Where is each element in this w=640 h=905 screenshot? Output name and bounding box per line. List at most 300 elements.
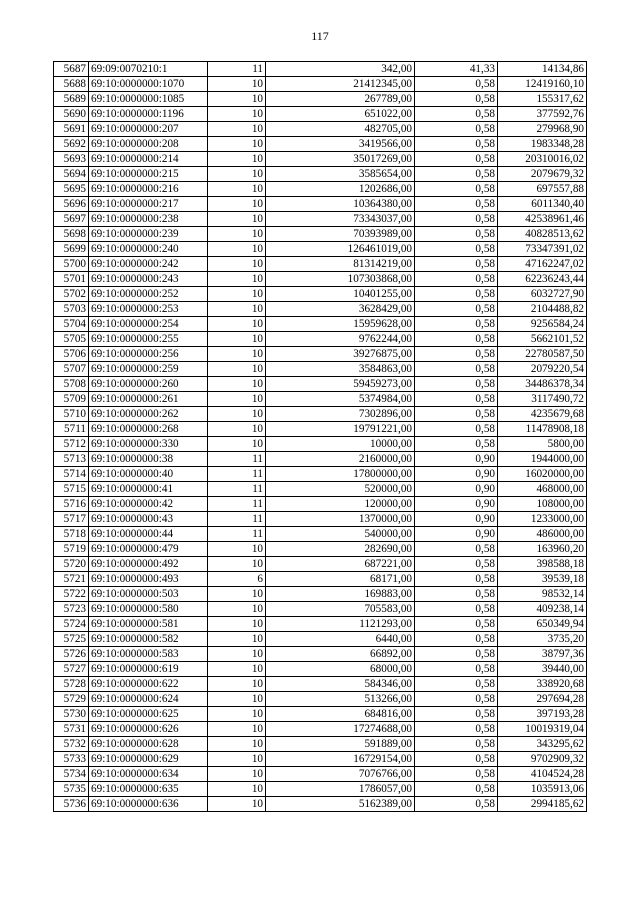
area-cell: 1786057,00	[266, 782, 415, 797]
row-number: 5729	[54, 692, 89, 707]
row-number: 5692	[54, 137, 89, 152]
table-row	[54, 542, 587, 557]
table-row	[54, 107, 587, 122]
area-cell: 342,00	[266, 62, 415, 77]
table-row	[54, 377, 587, 392]
value-cell: 155317,62	[498, 92, 587, 107]
area-cell: 10401255,00	[266, 287, 415, 302]
rate-cell: 10	[208, 782, 266, 797]
area-cell: 19791221,00	[266, 422, 415, 437]
value-cell: 1035913,06	[498, 782, 587, 797]
value-cell: 5800,00	[498, 437, 587, 452]
coefficient-cell: 0,58	[415, 677, 498, 692]
row-number: 5708	[54, 377, 89, 392]
table-row	[54, 782, 587, 797]
cadastral-number: 69:10:0000000:479	[89, 542, 208, 557]
cadastral-number: 69:10:0000000:268	[89, 422, 208, 437]
area-cell: 5374984,00	[266, 392, 415, 407]
value-cell: 468000,00	[498, 482, 587, 497]
area-cell: 66892,00	[266, 647, 415, 662]
value-cell: 2079679,32	[498, 167, 587, 182]
cadastral-number: 69:10:0000000:44	[89, 527, 208, 542]
row-number: 5713	[54, 452, 89, 467]
cadastral-number: 69:10:0000000:42	[89, 497, 208, 512]
row-number: 5690	[54, 107, 89, 122]
area-cell: 687221,00	[266, 557, 415, 572]
row-number: 5730	[54, 707, 89, 722]
value-cell: 73347391,02	[498, 242, 587, 257]
row-number: 5727	[54, 662, 89, 677]
rate-cell: 10	[208, 272, 266, 287]
coefficient-cell: 0,58	[415, 632, 498, 647]
table-row	[54, 182, 587, 197]
coefficient-cell: 0,58	[415, 737, 498, 752]
value-cell: 6032727,90	[498, 287, 587, 302]
area-cell: 705583,00	[266, 602, 415, 617]
rate-cell: 10	[208, 257, 266, 272]
table-row	[54, 362, 587, 377]
value-cell: 697557,88	[498, 182, 587, 197]
table-row	[54, 317, 587, 332]
row-number: 5688	[54, 77, 89, 92]
row-number: 5733	[54, 752, 89, 767]
area-cell: 73343037,00	[266, 212, 415, 227]
coefficient-cell: 0,90	[415, 452, 498, 467]
cadastral-number: 69:10:0000000:240	[89, 242, 208, 257]
value-cell: 3117490,72	[498, 392, 587, 407]
table-row	[54, 602, 587, 617]
table-row	[54, 527, 587, 542]
table-row	[54, 647, 587, 662]
rate-cell: 10	[208, 662, 266, 677]
table-row	[54, 722, 587, 737]
row-number: 5700	[54, 257, 89, 272]
coefficient-cell: 0,58	[415, 122, 498, 137]
value-cell: 377592,76	[498, 107, 587, 122]
table-row	[54, 692, 587, 707]
value-cell: 398588,18	[498, 557, 587, 572]
rate-cell: 10	[208, 137, 266, 152]
value-cell: 2079220,54	[498, 362, 587, 377]
rate-cell: 10	[208, 632, 266, 647]
table-row	[54, 212, 587, 227]
row-number: 5706	[54, 347, 89, 362]
coefficient-cell: 0,90	[415, 467, 498, 482]
table-row	[54, 767, 587, 782]
cadastral-number: 69:10:0000000:583	[89, 647, 208, 662]
rate-cell: 11	[208, 467, 266, 482]
row-number: 5721	[54, 572, 89, 587]
area-cell: 3584863,00	[266, 362, 415, 377]
area-cell: 7302896,00	[266, 407, 415, 422]
table-row	[54, 632, 587, 647]
area-cell: 2160000,00	[266, 452, 415, 467]
value-cell: 5662101,52	[498, 332, 587, 347]
cadastral-number: 69:10:0000000:636	[89, 797, 208, 812]
area-cell: 591889,00	[266, 737, 415, 752]
rate-cell: 6	[208, 572, 266, 587]
coefficient-cell: 0,90	[415, 482, 498, 497]
coefficient-cell: 0,58	[415, 137, 498, 152]
table-row	[54, 242, 587, 257]
table-row	[54, 227, 587, 242]
rate-cell: 10	[208, 587, 266, 602]
area-cell: 21412345,00	[266, 77, 415, 92]
area-cell: 267789,00	[266, 92, 415, 107]
table-row	[54, 452, 587, 467]
cadastral-number: 69:10:0000000:40	[89, 467, 208, 482]
table-row	[54, 302, 587, 317]
table-row	[54, 407, 587, 422]
value-cell: 486000,00	[498, 527, 587, 542]
cadastral-table	[53, 61, 587, 812]
rate-cell: 10	[208, 692, 266, 707]
value-cell: 409238,14	[498, 602, 587, 617]
value-cell: 34486378,34	[498, 377, 587, 392]
table-row	[54, 482, 587, 497]
row-number: 5731	[54, 722, 89, 737]
area-cell: 482705,00	[266, 122, 415, 137]
rate-cell: 10	[208, 707, 266, 722]
coefficient-cell: 0,58	[415, 212, 498, 227]
area-cell: 39276875,00	[266, 347, 415, 362]
rate-cell: 10	[208, 602, 266, 617]
value-cell: 9702909,32	[498, 752, 587, 767]
table-row	[54, 437, 587, 452]
row-number: 5698	[54, 227, 89, 242]
rate-cell: 10	[208, 197, 266, 212]
cadastral-number: 69:10:0000000:217	[89, 197, 208, 212]
cadastral-number: 69:10:0000000:253	[89, 302, 208, 317]
value-cell: 39440,00	[498, 662, 587, 677]
row-number: 5705	[54, 332, 89, 347]
row-number: 5702	[54, 287, 89, 302]
area-cell: 15959628,00	[266, 317, 415, 332]
coefficient-cell: 0,58	[415, 362, 498, 377]
coefficient-cell: 0,58	[415, 557, 498, 572]
table-row	[54, 737, 587, 752]
rate-cell: 10	[208, 377, 266, 392]
value-cell: 62236243,44	[498, 272, 587, 287]
area-cell: 684816,00	[266, 707, 415, 722]
row-number: 5725	[54, 632, 89, 647]
value-cell: 650349,94	[498, 617, 587, 632]
area-cell: 9762244,00	[266, 332, 415, 347]
cadastral-number: 69:10:0000000:492	[89, 557, 208, 572]
value-cell: 1233000,00	[498, 512, 587, 527]
rate-cell: 10	[208, 287, 266, 302]
area-cell: 81314219,00	[266, 257, 415, 272]
cadastral-number: 69:10:0000000:622	[89, 677, 208, 692]
value-cell: 98532,14	[498, 587, 587, 602]
row-number: 5711	[54, 422, 89, 437]
coefficient-cell: 0,58	[415, 272, 498, 287]
row-number: 5717	[54, 512, 89, 527]
cadastral-number: 69:10:0000000:1196	[89, 107, 208, 122]
row-number: 5703	[54, 302, 89, 317]
rate-cell: 10	[208, 107, 266, 122]
row-number: 5718	[54, 527, 89, 542]
cadastral-number: 69:10:0000000:243	[89, 272, 208, 287]
row-number: 5710	[54, 407, 89, 422]
rate-cell: 10	[208, 242, 266, 257]
coefficient-cell: 0,58	[415, 572, 498, 587]
value-cell: 38797,36	[498, 647, 587, 662]
area-cell: 5162389,00	[266, 797, 415, 812]
rate-cell: 10	[208, 392, 266, 407]
coefficient-cell: 0,58	[415, 92, 498, 107]
coefficient-cell: 0,58	[415, 302, 498, 317]
area-cell: 68171,00	[266, 572, 415, 587]
cadastral-number: 69:10:0000000:493	[89, 572, 208, 587]
rate-cell: 11	[208, 512, 266, 527]
rate-cell: 10	[208, 317, 266, 332]
value-cell: 1944000,00	[498, 452, 587, 467]
coefficient-cell: 0,58	[415, 167, 498, 182]
coefficient-cell: 0,58	[415, 242, 498, 257]
cadastral-number: 69:10:0000000:503	[89, 587, 208, 602]
row-number: 5734	[54, 767, 89, 782]
table-row	[54, 512, 587, 527]
cadastral-number: 69:10:0000000:256	[89, 347, 208, 362]
row-number: 5716	[54, 497, 89, 512]
rate-cell: 10	[208, 122, 266, 137]
table-row	[54, 677, 587, 692]
cadastral-number: 69:10:0000000:259	[89, 362, 208, 377]
area-cell: 1202686,00	[266, 182, 415, 197]
cadastral-number: 69:10:0000000:629	[89, 752, 208, 767]
rate-cell: 10	[208, 737, 266, 752]
area-cell: 513266,00	[266, 692, 415, 707]
coefficient-cell: 0,58	[415, 662, 498, 677]
table-row	[54, 257, 587, 272]
table-row	[54, 752, 587, 767]
area-cell: 651022,00	[266, 107, 415, 122]
cadastral-number: 69:10:0000000:216	[89, 182, 208, 197]
value-cell: 9256584,24	[498, 317, 587, 332]
cadastral-number: 69:10:0000000:262	[89, 407, 208, 422]
row-number: 5732	[54, 737, 89, 752]
value-cell: 297694,28	[498, 692, 587, 707]
area-cell: 68000,00	[266, 662, 415, 677]
rate-cell: 10	[208, 542, 266, 557]
rate-cell: 10	[208, 347, 266, 362]
cadastral-number: 69:10:0000000:238	[89, 212, 208, 227]
value-cell: 47162247,02	[498, 257, 587, 272]
area-cell: 3628429,00	[266, 302, 415, 317]
table-row	[54, 587, 587, 602]
table-row	[54, 497, 587, 512]
area-cell: 3419566,00	[266, 137, 415, 152]
row-number: 5704	[54, 317, 89, 332]
value-cell: 3735,20	[498, 632, 587, 647]
coefficient-cell: 0,58	[415, 782, 498, 797]
value-cell: 40828513,62	[498, 227, 587, 242]
cadastral-number: 69:10:0000000:239	[89, 227, 208, 242]
rate-cell: 10	[208, 362, 266, 377]
row-number: 5736	[54, 797, 89, 812]
coefficient-cell: 0,58	[415, 707, 498, 722]
rate-cell: 10	[208, 677, 266, 692]
area-cell: 7076766,00	[266, 767, 415, 782]
area-cell: 120000,00	[266, 497, 415, 512]
rate-cell: 10	[208, 332, 266, 347]
area-cell: 17800000,00	[266, 467, 415, 482]
row-number: 5724	[54, 617, 89, 632]
area-cell: 3585654,00	[266, 167, 415, 182]
coefficient-cell: 0,58	[415, 797, 498, 812]
coefficient-cell: 0,58	[415, 287, 498, 302]
area-cell: 1370000,00	[266, 512, 415, 527]
area-cell: 35017269,00	[266, 152, 415, 167]
cadastral-number: 69:10:0000000:635	[89, 782, 208, 797]
table-row	[54, 557, 587, 572]
value-cell: 42538961,46	[498, 212, 587, 227]
value-cell: 4235679,68	[498, 407, 587, 422]
row-number: 5719	[54, 542, 89, 557]
cadastral-number: 69:10:0000000:260	[89, 377, 208, 392]
row-number: 5687	[54, 62, 89, 77]
cadastral-number: 69:10:0000000:255	[89, 332, 208, 347]
coefficient-cell: 0,58	[415, 437, 498, 452]
rate-cell: 10	[208, 557, 266, 572]
coefficient-cell: 0,58	[415, 347, 498, 362]
coefficient-cell: 0,58	[415, 617, 498, 632]
rate-cell: 10	[208, 182, 266, 197]
row-number: 5728	[54, 677, 89, 692]
table-row	[54, 467, 587, 482]
value-cell: 343295,62	[498, 737, 587, 752]
coefficient-cell: 0,58	[415, 257, 498, 272]
cadastral-number: 69:10:0000000:214	[89, 152, 208, 167]
table-row	[54, 797, 587, 812]
table-row	[54, 197, 587, 212]
page-number: 117	[311, 29, 329, 43]
rate-cell: 10	[208, 752, 266, 767]
area-cell: 540000,00	[266, 527, 415, 542]
cadastral-number: 69:10:0000000:625	[89, 707, 208, 722]
coefficient-cell: 0,58	[415, 422, 498, 437]
row-number: 5694	[54, 167, 89, 182]
coefficient-cell: 0,58	[415, 182, 498, 197]
cadastral-number: 69:10:0000000:626	[89, 722, 208, 737]
value-cell: 397193,28	[498, 707, 587, 722]
value-cell: 279968,90	[498, 122, 587, 137]
row-number: 5693	[54, 152, 89, 167]
cadastral-number: 69:10:0000000:619	[89, 662, 208, 677]
table-row	[54, 392, 587, 407]
area-cell: 1121293,00	[266, 617, 415, 632]
row-number: 5726	[54, 647, 89, 662]
area-cell: 584346,00	[266, 677, 415, 692]
cadastral-number: 69:10:0000000:634	[89, 767, 208, 782]
value-cell: 16020000,00	[498, 467, 587, 482]
rate-cell: 10	[208, 437, 266, 452]
value-cell: 22780587,50	[498, 347, 587, 362]
row-number: 5709	[54, 392, 89, 407]
coefficient-cell: 0,90	[415, 497, 498, 512]
cadastral-number: 69:10:0000000:580	[89, 602, 208, 617]
cadastral-number: 69:09:0070210:1	[89, 62, 208, 77]
table-row	[54, 167, 587, 182]
cadastral-number: 69:10:0000000:1085	[89, 92, 208, 107]
area-cell: 126461019,00	[266, 242, 415, 257]
value-cell: 163960,20	[498, 542, 587, 557]
row-number: 5720	[54, 557, 89, 572]
coefficient-cell: 0,90	[415, 512, 498, 527]
value-cell: 11478908,18	[498, 422, 587, 437]
table-row	[54, 347, 587, 362]
rate-cell: 10	[208, 617, 266, 632]
area-cell: 520000,00	[266, 482, 415, 497]
value-cell: 1983348,28	[498, 137, 587, 152]
rate-cell: 10	[208, 797, 266, 812]
cadastral-number: 69:10:0000000:207	[89, 122, 208, 137]
table-row	[54, 617, 587, 632]
coefficient-cell: 0,58	[415, 407, 498, 422]
table-body	[54, 62, 587, 812]
row-number: 5701	[54, 272, 89, 287]
value-cell: 108000,00	[498, 497, 587, 512]
area-cell: 282690,00	[266, 542, 415, 557]
row-number: 5697	[54, 212, 89, 227]
rate-cell: 10	[208, 167, 266, 182]
value-cell: 338920,68	[498, 677, 587, 692]
area-cell: 10364380,00	[266, 197, 415, 212]
value-cell: 6011340,40	[498, 197, 587, 212]
value-cell: 2104488,82	[498, 302, 587, 317]
rate-cell: 10	[208, 212, 266, 227]
coefficient-cell: 0,58	[415, 767, 498, 782]
area-cell: 16729154,00	[266, 752, 415, 767]
area-cell: 107303868,00	[266, 272, 415, 287]
coefficient-cell: 0,58	[415, 107, 498, 122]
table-row	[54, 287, 587, 302]
cadastral-number: 69:10:0000000:208	[89, 137, 208, 152]
cadastral-number: 69:10:0000000:252	[89, 287, 208, 302]
rate-cell: 11	[208, 452, 266, 467]
rate-cell: 11	[208, 62, 266, 77]
coefficient-cell: 0,58	[415, 197, 498, 212]
table-row	[54, 272, 587, 287]
table-row	[54, 92, 587, 107]
coefficient-cell: 0,58	[415, 227, 498, 242]
cadastral-number: 69:10:0000000:330	[89, 437, 208, 452]
cadastral-number: 69:10:0000000:582	[89, 632, 208, 647]
table-row	[54, 77, 587, 92]
rate-cell: 10	[208, 227, 266, 242]
coefficient-cell: 0,58	[415, 722, 498, 737]
coefficient-cell: 0,90	[415, 527, 498, 542]
row-number: 5695	[54, 182, 89, 197]
table-row	[54, 707, 587, 722]
area-cell: 70393989,00	[266, 227, 415, 242]
coefficient-cell: 0,58	[415, 602, 498, 617]
coefficient-cell: 0,58	[415, 332, 498, 347]
value-cell: 2994185,62	[498, 797, 587, 812]
rate-cell: 10	[208, 422, 266, 437]
coefficient-cell: 0,58	[415, 692, 498, 707]
table-row	[54, 422, 587, 437]
table-row	[54, 662, 587, 677]
row-number: 5707	[54, 362, 89, 377]
coefficient-cell: 0,58	[415, 392, 498, 407]
rate-cell: 10	[208, 77, 266, 92]
table-row	[54, 62, 587, 77]
rate-cell: 11	[208, 527, 266, 542]
area-cell: 59459273,00	[266, 377, 415, 392]
area-cell: 6440,00	[266, 632, 415, 647]
